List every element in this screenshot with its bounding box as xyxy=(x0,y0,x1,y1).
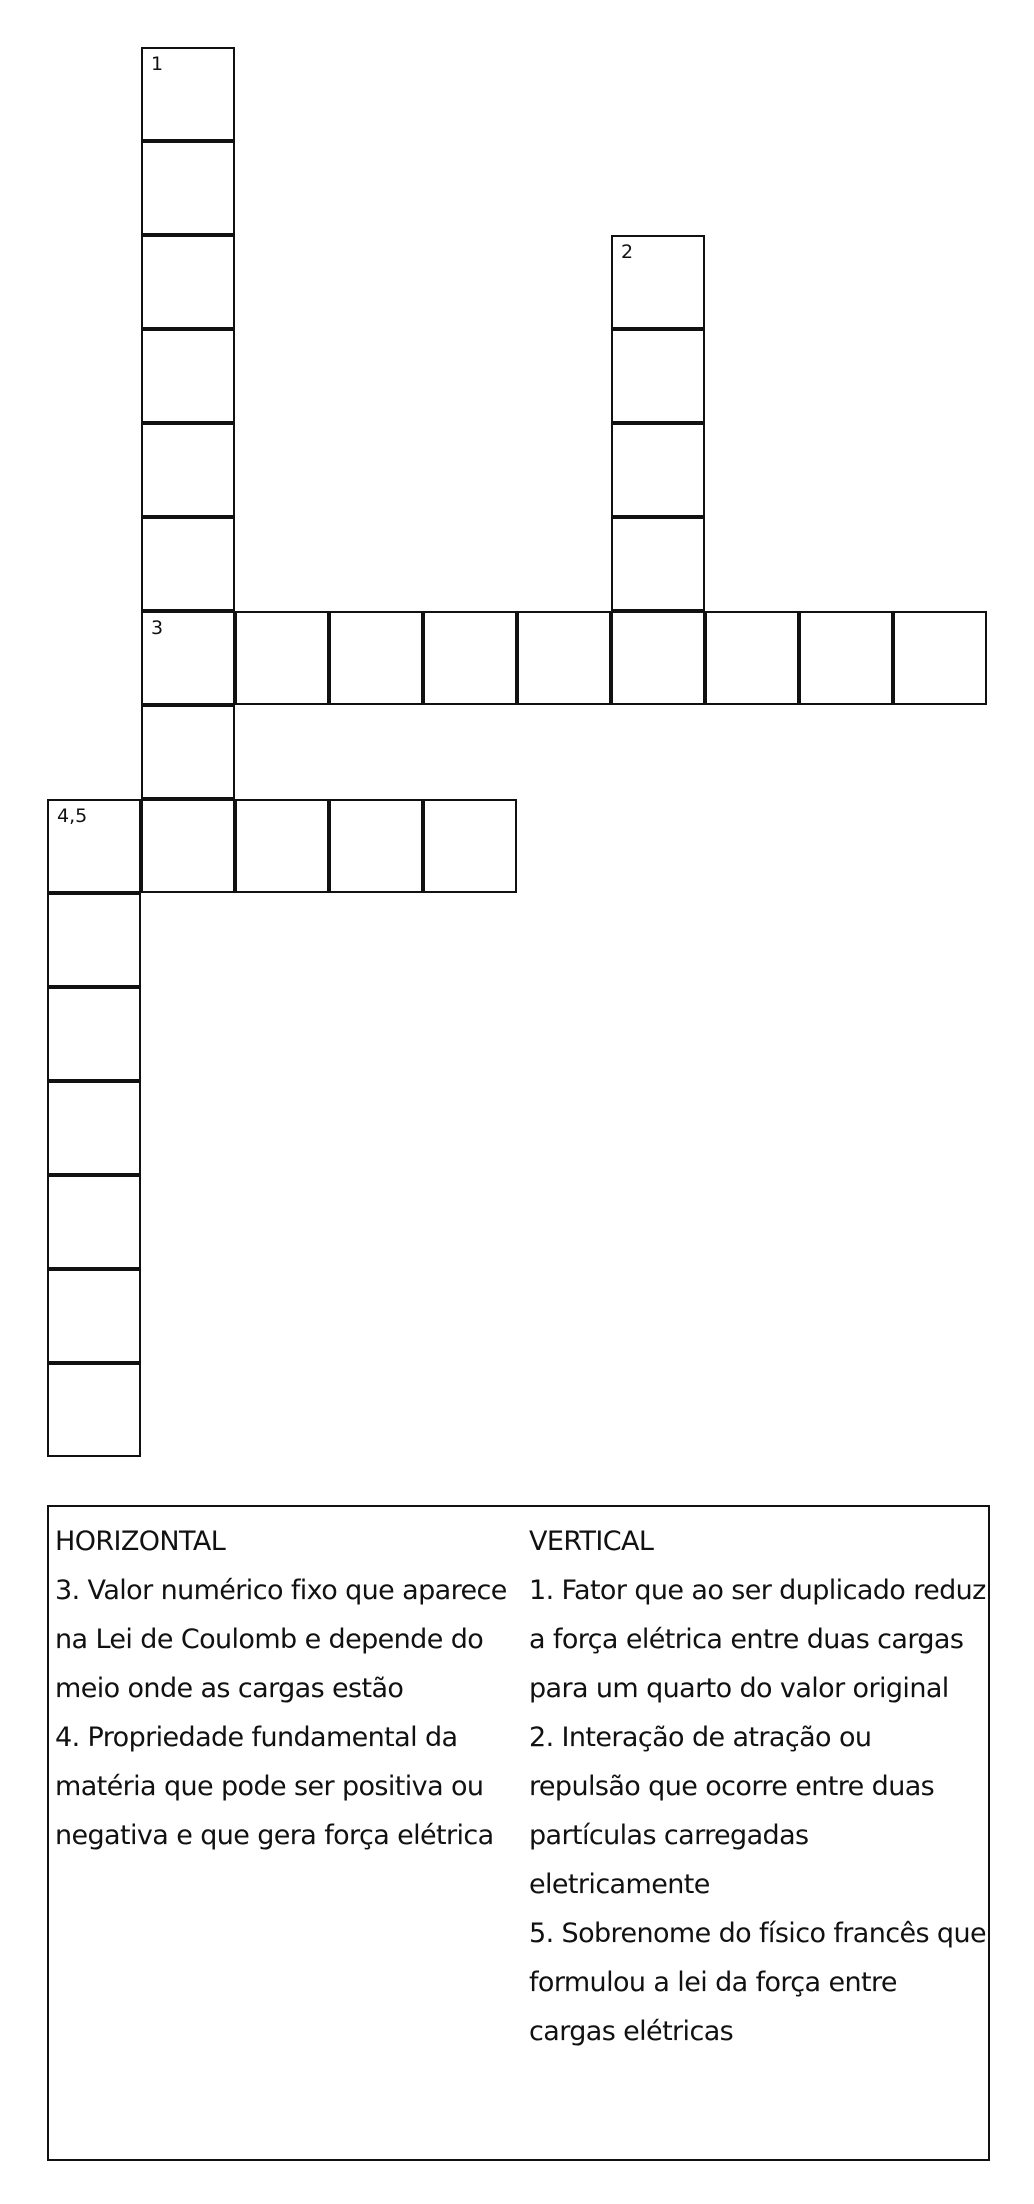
crossword-cell[interactable] xyxy=(47,799,141,893)
clue-number-3: 3 xyxy=(151,617,164,639)
crossword-cell[interactable] xyxy=(611,235,705,329)
crossword-cell[interactable] xyxy=(47,987,141,1081)
crossword-cell[interactable] xyxy=(893,611,987,705)
vertical-heading: VERTICAL xyxy=(529,1526,654,1557)
crossword-cell[interactable] xyxy=(141,47,235,141)
clue-horizontal-4: 4. Propriedade fundamental da matéria que pode ser positiva ou negativa e que gera força elétrica xyxy=(55,1722,494,1851)
clue-number-2: 2 xyxy=(621,241,634,263)
crossword-cell[interactable] xyxy=(423,611,517,705)
crossword-cell[interactable] xyxy=(611,611,705,705)
crossword-cell[interactable] xyxy=(141,141,235,235)
clue-number-1: 1 xyxy=(151,53,164,75)
horizontal-clues xyxy=(55,1517,515,1860)
crossword-cell[interactable] xyxy=(235,799,329,893)
crossword-cell[interactable] xyxy=(141,329,235,423)
crossword-cell[interactable] xyxy=(47,1081,141,1175)
horizontal-heading: HORIZONTAL xyxy=(55,1526,226,1557)
clue-vertical-1: 1. Fator que ao ser duplicado reduz a força elétrica entre duas cargas para um quarto do valor original xyxy=(529,1575,986,1704)
crossword-cell[interactable] xyxy=(329,611,423,705)
crossword-cell[interactable] xyxy=(611,517,705,611)
crossword-cell[interactable] xyxy=(329,799,423,893)
crossword-cell[interactable] xyxy=(799,611,893,705)
clue-number-4-5: 4,5 xyxy=(57,805,88,827)
crossword-cell[interactable] xyxy=(47,1175,141,1269)
crossword-cell[interactable] xyxy=(47,893,141,987)
crossword-cell[interactable] xyxy=(705,611,799,705)
crossword-cell[interactable] xyxy=(47,1363,141,1457)
crossword-cell[interactable] xyxy=(141,517,235,611)
crossword-cell[interactable] xyxy=(141,705,235,799)
crossword-cell[interactable] xyxy=(235,611,329,705)
crossword-cell[interactable] xyxy=(611,329,705,423)
crossword-cell[interactable] xyxy=(141,235,235,329)
crossword-cell[interactable] xyxy=(611,423,705,517)
crossword-cell[interactable] xyxy=(423,799,517,893)
clue-horizontal-3: 3. Valor numérico fixo que aparece na Lei de Coulomb e depende do meio onde as cargas estão xyxy=(55,1575,507,1704)
clue-vertical-5: 5. Sobrenome do físico francês que formulou a lei da força entre cargas elétricas xyxy=(529,1918,986,2047)
crossword-cell[interactable] xyxy=(141,799,235,893)
crossword-cell[interactable] xyxy=(141,423,235,517)
clue-vertical-2: 2. Interação de atração ou repulsão que ocorre entre duas partículas carregadas eletricamente xyxy=(529,1722,935,1900)
crossword-cell[interactable] xyxy=(517,611,611,705)
vertical-clues xyxy=(529,1517,989,2056)
clues-box xyxy=(47,1505,990,2161)
crossword-cell[interactable] xyxy=(47,1269,141,1363)
crossword-cell[interactable] xyxy=(141,611,235,705)
